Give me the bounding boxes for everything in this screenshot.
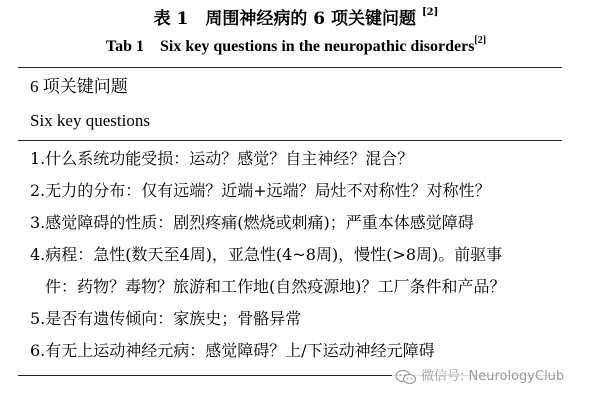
question-row-continuation: 件：药物？毒物？旅游和工作地(自然疫源地)？工厂条件和产品？ [45, 277, 506, 296]
column-header-chinese: 6 项关键问题 [30, 77, 128, 96]
question-row: 4.病程：急性(数天至4周)，亚急性(4~8周)，慢性(>8周)。前驱事 [30, 245, 503, 264]
question-row: 1.什么系统功能受损：运动？感觉？自主神经？混合？ [30, 149, 414, 168]
table-title-chinese [0, 8, 592, 30]
table-title-english [0, 36, 592, 58]
reference-marker: [2] [474, 34, 487, 46]
wechat-icon [395, 369, 417, 385]
reference-marker: [2] [421, 7, 439, 19]
question-row: 6.有无上运动神经元病：感觉障碍？上/下运动神经元障碍 [30, 341, 435, 360]
watermark [392, 368, 567, 386]
question-row: 5.是否有遗传倾向：家族史；骨骼异常 [30, 309, 302, 328]
table-title-english-text: Tab 1 Six key questions in the neuropathic disorders [105, 38, 475, 55]
column-header-english: Six key questions [30, 111, 150, 130]
question-row: 3.感觉障碍的性质：剧烈疼痛(燃烧或刺痛)；严重本体感觉障碍 [30, 213, 474, 232]
table-header-rule [18, 140, 562, 141]
table-title-chinese-text: 表 1 周围神经病的 6 项关键问题 [153, 9, 417, 29]
question-row: 2.无力的分布：仅有远端？近端+远端？局灶不对称性？对称性？ [30, 181, 491, 200]
table-top-rule [18, 67, 562, 68]
watermark-text: 微信号: NeurologyClub [421, 369, 565, 384]
